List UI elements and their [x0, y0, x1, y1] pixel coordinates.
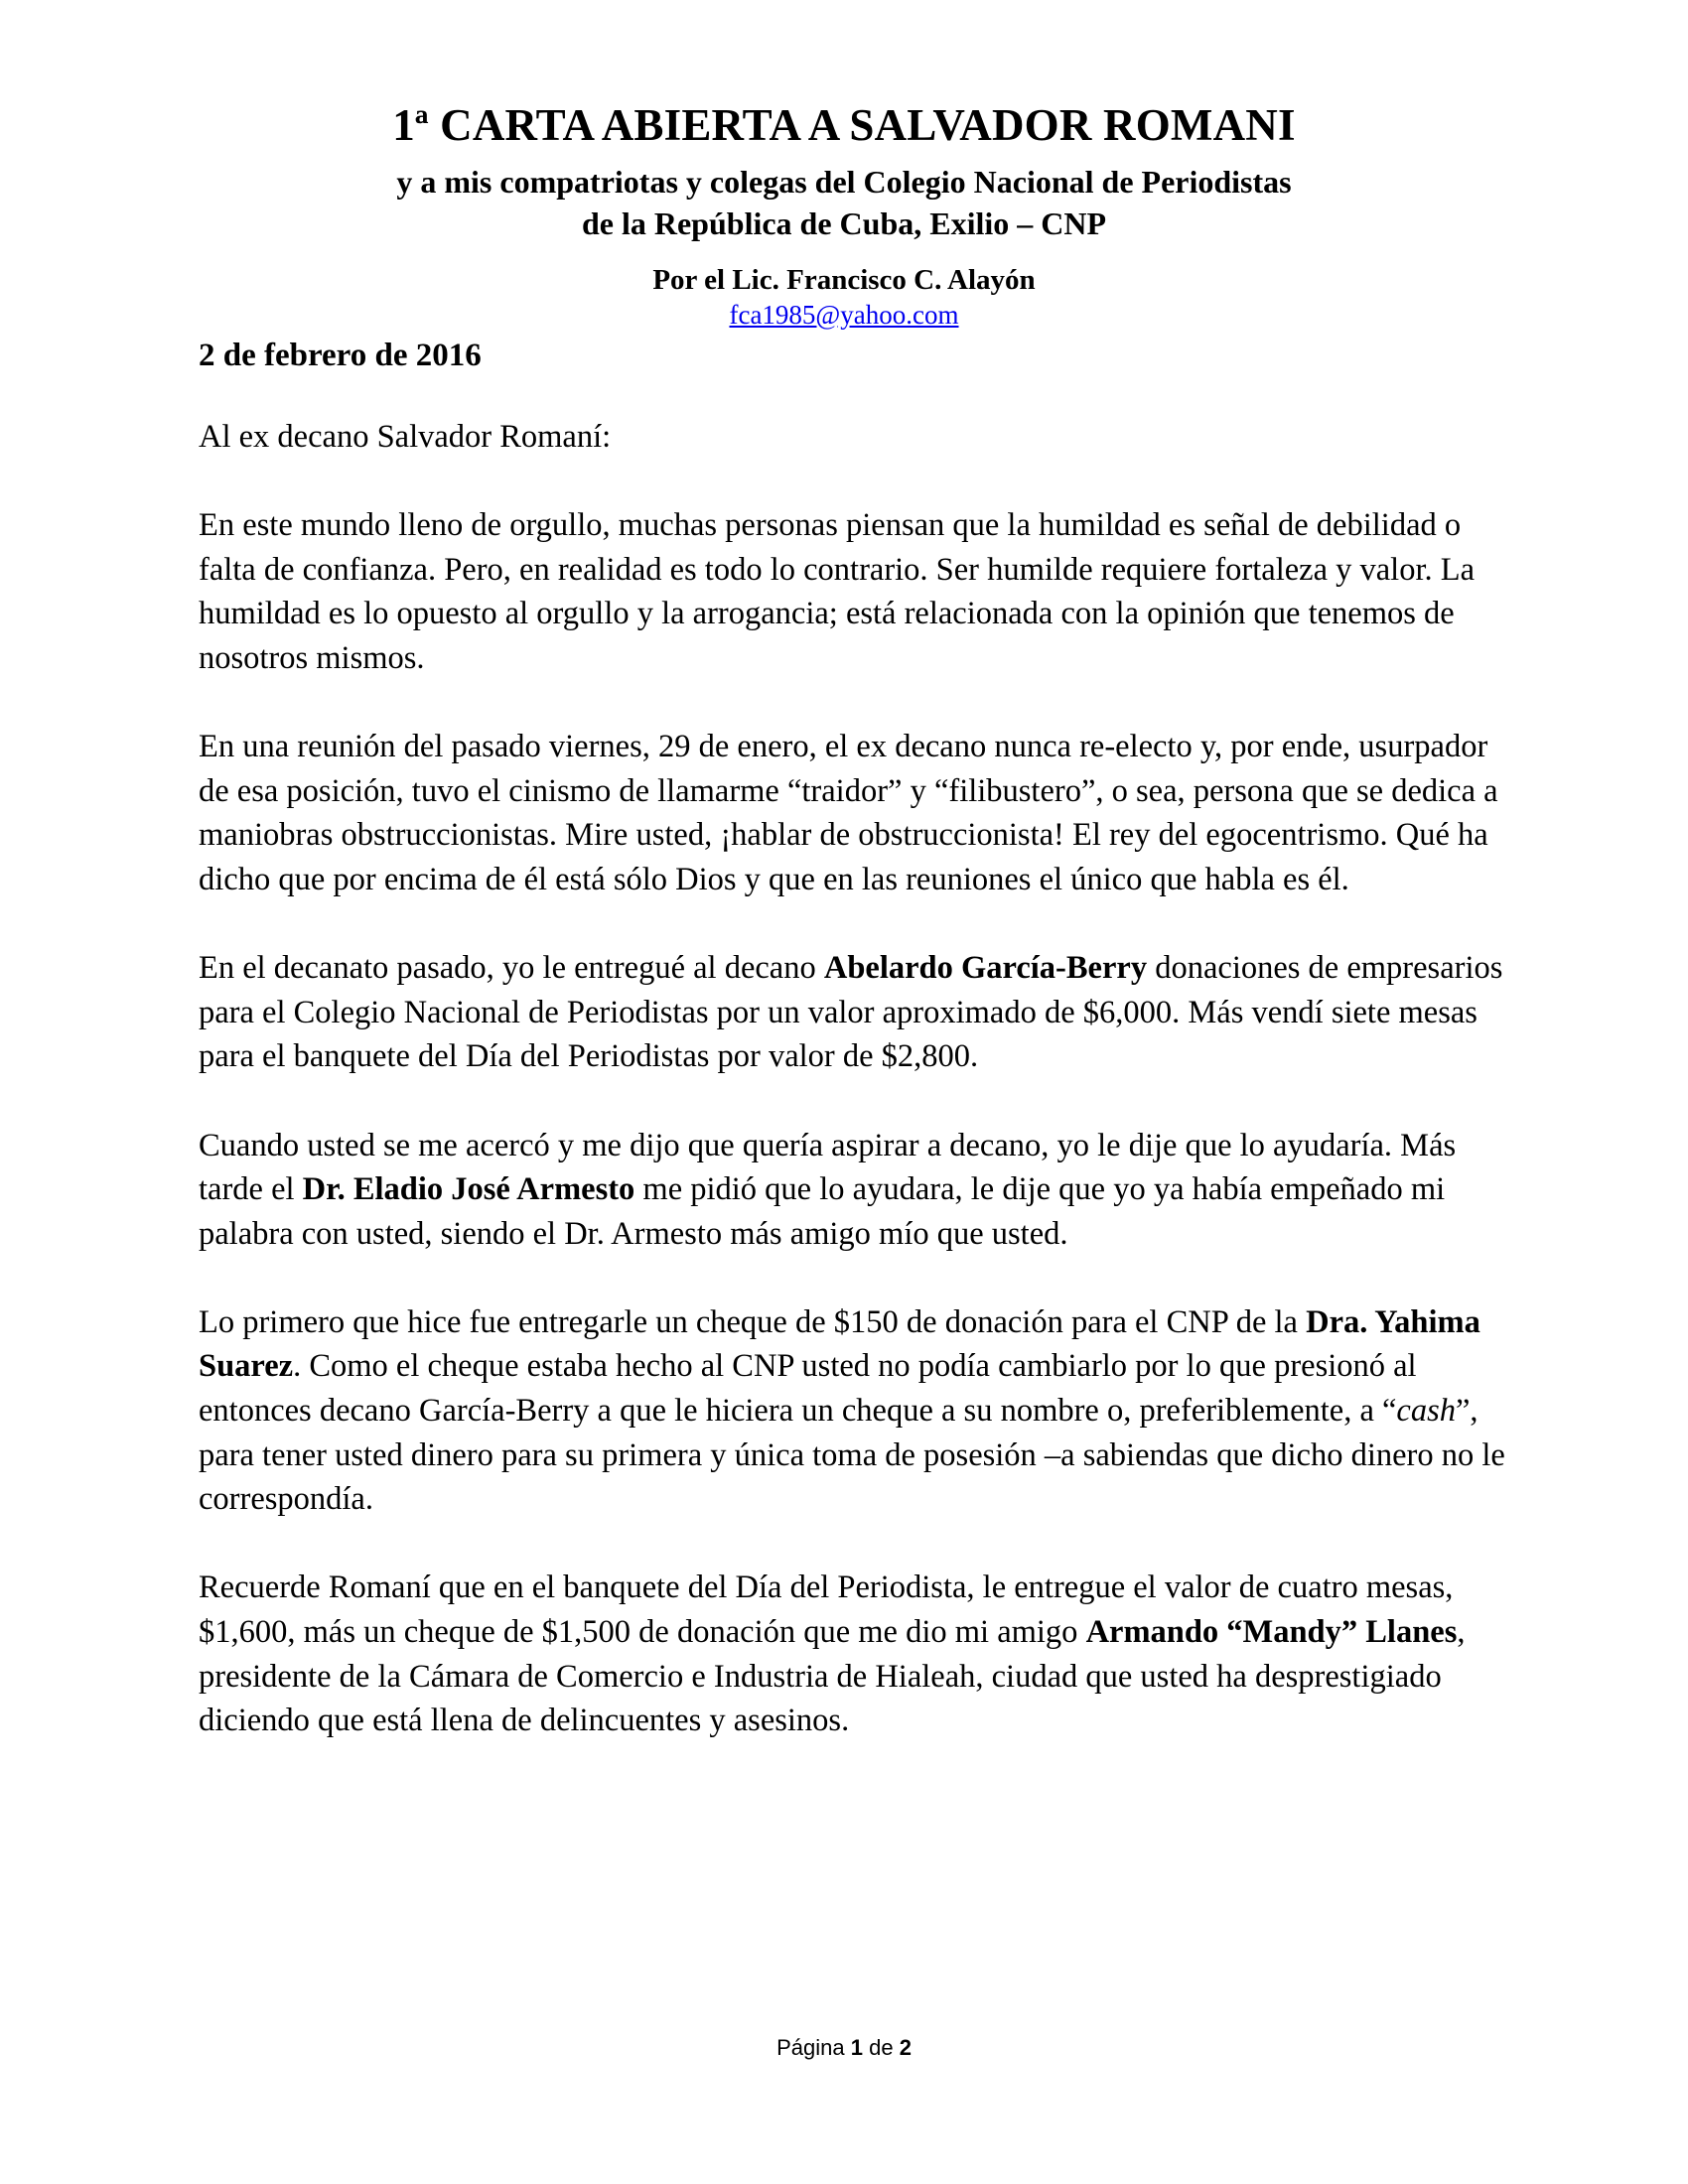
paragraph-3-text-b: donaciones de empresarios para el Colegio Nacional de Periodistas por un valor aproximado de $6,000. Más vendí siete mesas para el banquete del Día del Periodistas por valor de $2,800. — [199, 950, 1503, 1075]
name-eladio-jose-armesto: Dr. Eladio José Armesto — [302, 1171, 635, 1208]
paragraph-5-text-a: Lo primero que hice fue entregarle un cheque de $150 de donación para el CNP de la — [199, 1303, 1307, 1340]
paragraph-4-text-b: me pidió que lo ayudara, le dije que yo ya había empeñado mi palabra con usted, siendo el Dr. Armesto más amigo mío que usted. — [199, 1171, 1446, 1252]
author-email — [0, 300, 1688, 331]
name-yahima-suarez: Dra. Yahima Suarez — [199, 1303, 1480, 1385]
page-footer — [0, 2035, 1688, 2061]
letter-title: 1ª CARTA ABIERTA A SALVADOR ROMANI — [392, 100, 1296, 150]
letter-subtitle — [0, 161, 1688, 244]
paragraph-5 — [199, 1300, 1519, 1522]
subtitle-line-1: y a mis compatriotas y colegas del Colegio Nacional de Periodistas — [396, 164, 1292, 200]
subtitle-line-2: de la República de Cuba, Exilio – CNP — [581, 205, 1107, 241]
word-cash: cash — [1396, 1393, 1456, 1430]
paragraph-5-text-c: ”, para tener usted dinero para su primera y única toma de posesión –a sabiendas que dicho dinero no le correspondía. — [199, 1393, 1505, 1518]
paragraph-5-text-b: . Como el cheque estaba hecho al CNP usted no podía cambiarlo por lo que presionó al entonces decano García-Berry a que le hiciera un cheque a su nombre o, preferiblemente, a “ — [199, 1348, 1417, 1430]
paragraph-6-text-b: , presidente de la Cámara de Comercio e Industria de Hialeah, ciudad que usted ha desprestigiado diciendo que está llena de delincuentes y asesinos. — [199, 1614, 1466, 1739]
letter-body — [199, 415, 1519, 1787]
name-abelardo-garcia-berry: Abelardo García-Berry — [823, 950, 1148, 987]
paragraph-1: En este mundo lleno de orgullo, muchas personas piensan que la humildad es señal de debilidad o falta de confianza. Pero, en realidad es todo lo contrario. Ser humilde requiere fortaleza y valor. La humildad es lo opuesto al orgullo y la arrogancia; está relacionada con la opinión que tenemos de nosotros mismos. — [199, 507, 1476, 676]
page-label: Página — [776, 2035, 845, 2060]
of-label: de — [869, 2035, 894, 2060]
total-pages: 2 — [899, 2035, 912, 2060]
email-link[interactable]: fca1985@yahoo.com — [729, 300, 959, 330]
paragraph-4-text-a: Cuando usted se me acercó y me dijo que quería aspirar a decano, yo le dije que lo ayudaría. Más tarde el — [199, 1127, 1457, 1208]
salutation: Al ex decano Salvador Romaní: — [199, 419, 612, 455]
name-armando-llanes: Armando “Mandy” Llanes — [1085, 1614, 1458, 1651]
paragraph-4 — [199, 1124, 1519, 1257]
current-page: 1 — [850, 2035, 863, 2060]
paragraph-6 — [199, 1566, 1519, 1742]
paragraph-2: En una reunión del pasado viernes, 29 de enero, el ex decano nunca re-electo y, por ende, usurpador de esa posición, tuvo el cinismo de llamarme “traidor” y “filibustero”, o sea, persona que se dedica a maniobras obstruccionistas. Mire usted, ¡hablar de obstruccionista! El rey del egocentrismo. Qué ha dicho que por encima de él está sólo Dios y que en las reuniones el único que habla es él. — [199, 729, 1498, 897]
paragraph-3 — [199, 946, 1519, 1079]
paragraph-6-text-a: Recuerde Romaní que en el banquete del Día del Periodista, le entregue el valor de cuatro mesas, $1,600, más un cheque de $1,500 de donación que me dio mi amigo — [199, 1570, 1454, 1651]
paragraph-3-text-a: En el decanato pasado, yo le entregué al decano — [199, 950, 824, 987]
author-byline: Por el Lic. Francisco C. Alayón — [652, 264, 1036, 296]
letter-date: 2 de febrero de 2016 — [199, 338, 482, 373]
